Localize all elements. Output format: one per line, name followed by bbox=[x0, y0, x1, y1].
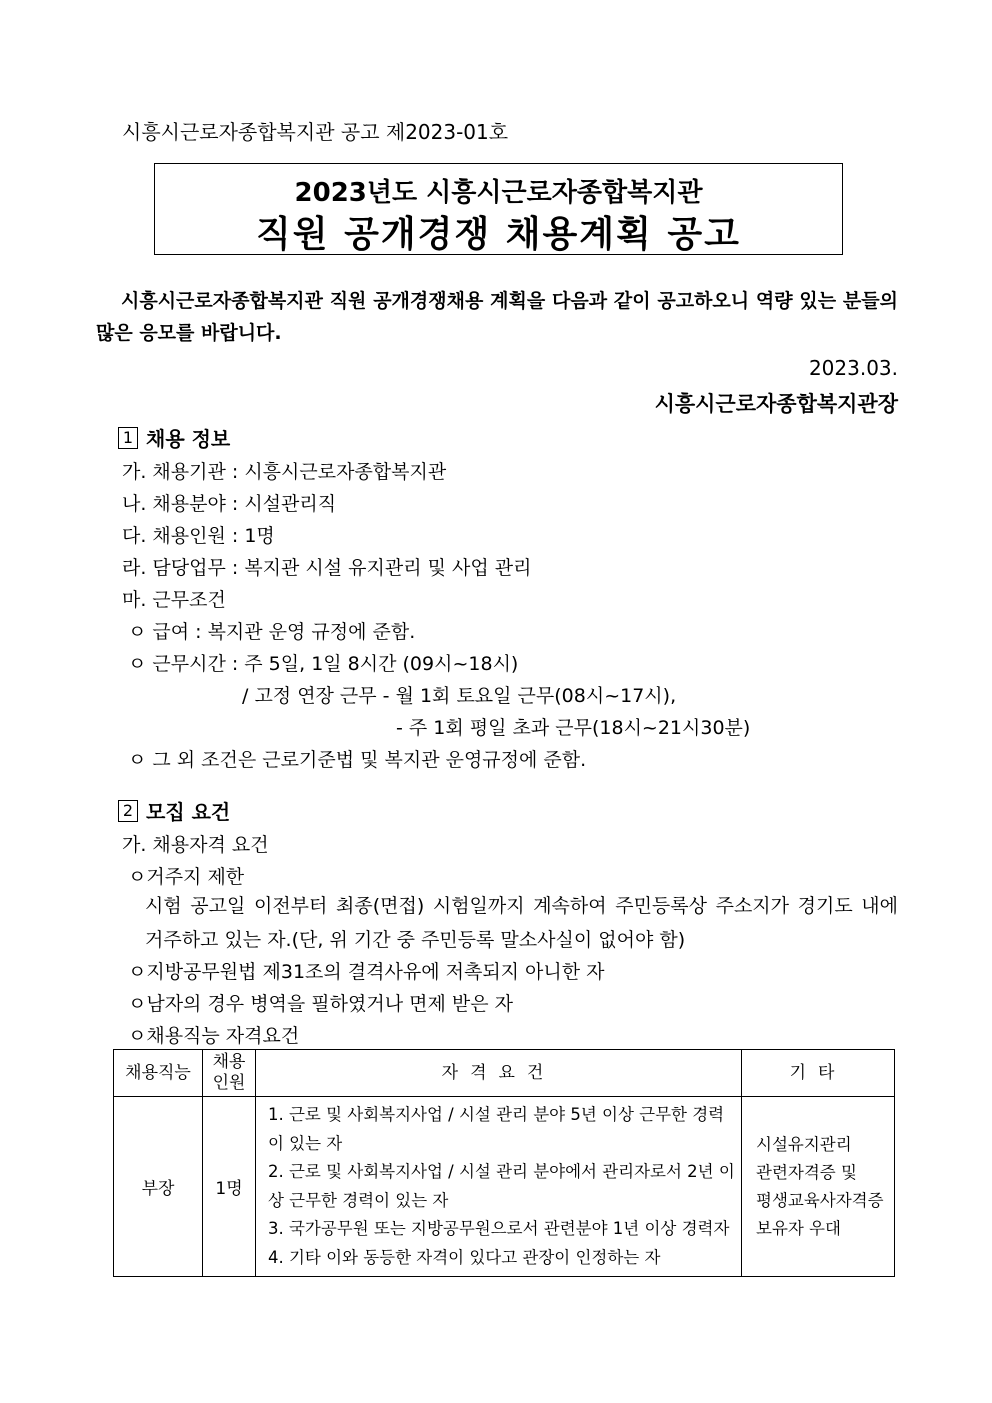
info-item: 마. 근무조건 bbox=[122, 589, 226, 611]
requirement-line: 2. 근로 및 사회복지사업 / 시설 관리 분야에서 관리자로서 2년 이상 근무한 경력이 있는 자 bbox=[268, 1162, 735, 1210]
intro-paragraph: 시흥시근로자종합복지관 직원 공개경쟁채용 계획을 다음과 같이 공고하오니 역량 있는 분들의 많은 응모를 바랍니다. bbox=[96, 290, 898, 344]
etc-line: 시설유지관리 bbox=[756, 1134, 852, 1154]
requirement-line: 4. 기타 이와 동등한 자격이 있다고 관장이 인정하는 자 bbox=[268, 1247, 661, 1267]
cell-etc bbox=[742, 1097, 895, 1277]
title-box bbox=[154, 163, 843, 255]
header-etc: 기타 bbox=[742, 1050, 895, 1097]
requirement-subheading: 가. 채용자격 요건 bbox=[122, 834, 269, 856]
qualification-table bbox=[113, 1049, 895, 1277]
header-requirements: 자격요건 bbox=[256, 1050, 742, 1097]
header-count-line1: 채용 bbox=[212, 1052, 246, 1072]
section-1-heading bbox=[118, 423, 230, 452]
signer: 시흥시근로자종합복지관장 bbox=[654, 392, 898, 416]
etc-line: 평생교육사자격증 bbox=[756, 1190, 884, 1210]
etc-line: 관련자격증 및 bbox=[756, 1162, 857, 1182]
header-count bbox=[203, 1050, 256, 1097]
info-item: 라. 담당업무 : 복지관 시설 유지관리 및 사업 관리 bbox=[122, 557, 532, 579]
requirement-item: ㅇ남자의 경우 병역을 필하였거나 면제 받은 자 bbox=[128, 993, 513, 1015]
condition-item: ㅇ 급여 : 복지관 운영 규정에 준함. bbox=[128, 621, 416, 643]
notice-number: 시흥시근로자종합복지관 공고 제2023-01호 bbox=[122, 120, 509, 144]
etc-line: 보유자 우대 bbox=[756, 1218, 841, 1238]
section-1-title: 채용 정보 bbox=[146, 427, 231, 451]
header-count-line2: 인원 bbox=[212, 1073, 246, 1093]
info-item: 다. 채용인원 : 1명 bbox=[122, 525, 275, 547]
header-position: 채용직능 bbox=[114, 1050, 203, 1097]
cell-position: 부장 bbox=[114, 1097, 203, 1277]
cell-requirements bbox=[256, 1097, 742, 1277]
requirement-line: 1. 근로 및 사회복지사업 / 시설 관리 분야 5년 이상 근무한 경력이 있는 자 bbox=[268, 1105, 725, 1153]
condition-item: / 고정 연장 근무 - 월 1회 토요일 근무(08시~17시), bbox=[242, 685, 677, 707]
table-header-row bbox=[114, 1050, 895, 1097]
residence-description: 시험 공고일 이전부터 최종(면접) 시험일까지 계속하여 주민등록상 주소지가 경기도 내에 거주하고 있는 자.(단, 위 기간 중 주민등록 말소사실이 없어야 함) bbox=[145, 895, 898, 951]
notice-date: 2023.03. bbox=[808, 356, 898, 380]
section-2-number: 2 bbox=[118, 800, 138, 822]
condition-item: ㅇ 그 외 조건은 근로기준법 및 복지관 운영규정에 준함. bbox=[128, 749, 587, 771]
requirement-item: ㅇ채용직능 자격요건 bbox=[128, 1025, 300, 1047]
section-2-title: 모집 요건 bbox=[146, 800, 231, 824]
section-2-heading bbox=[118, 796, 230, 825]
requirement-item: ㅇ지방공무원법 제31조의 결격사유에 저촉되지 아니한 자 bbox=[128, 961, 605, 983]
title-line-2: 직원 공개경쟁 채용계획 공고 bbox=[256, 214, 741, 255]
table-row bbox=[114, 1097, 895, 1277]
cell-count: 1명 bbox=[203, 1097, 256, 1277]
title-line-1: 2023년도 시흥시근로자종합복지관 bbox=[294, 178, 703, 208]
requirement-item: ㅇ거주지 제한 bbox=[128, 866, 245, 888]
condition-item: - 주 1회 평일 초과 근무(18시~21시30분) bbox=[396, 717, 751, 739]
info-item: 나. 채용분야 : 시설관리직 bbox=[122, 493, 337, 515]
requirement-line: 3. 국가공무원 또는 지방공무원으로서 관련분야 1년 이상 경력자 bbox=[268, 1219, 730, 1238]
info-item: 가. 채용기관 : 시흥시근로자종합복지관 bbox=[122, 461, 447, 483]
condition-item: ㅇ 근무시간 : 주 5일, 1일 8시간 (09시~18시) bbox=[128, 653, 519, 675]
section-1-number: 1 bbox=[118, 427, 138, 449]
